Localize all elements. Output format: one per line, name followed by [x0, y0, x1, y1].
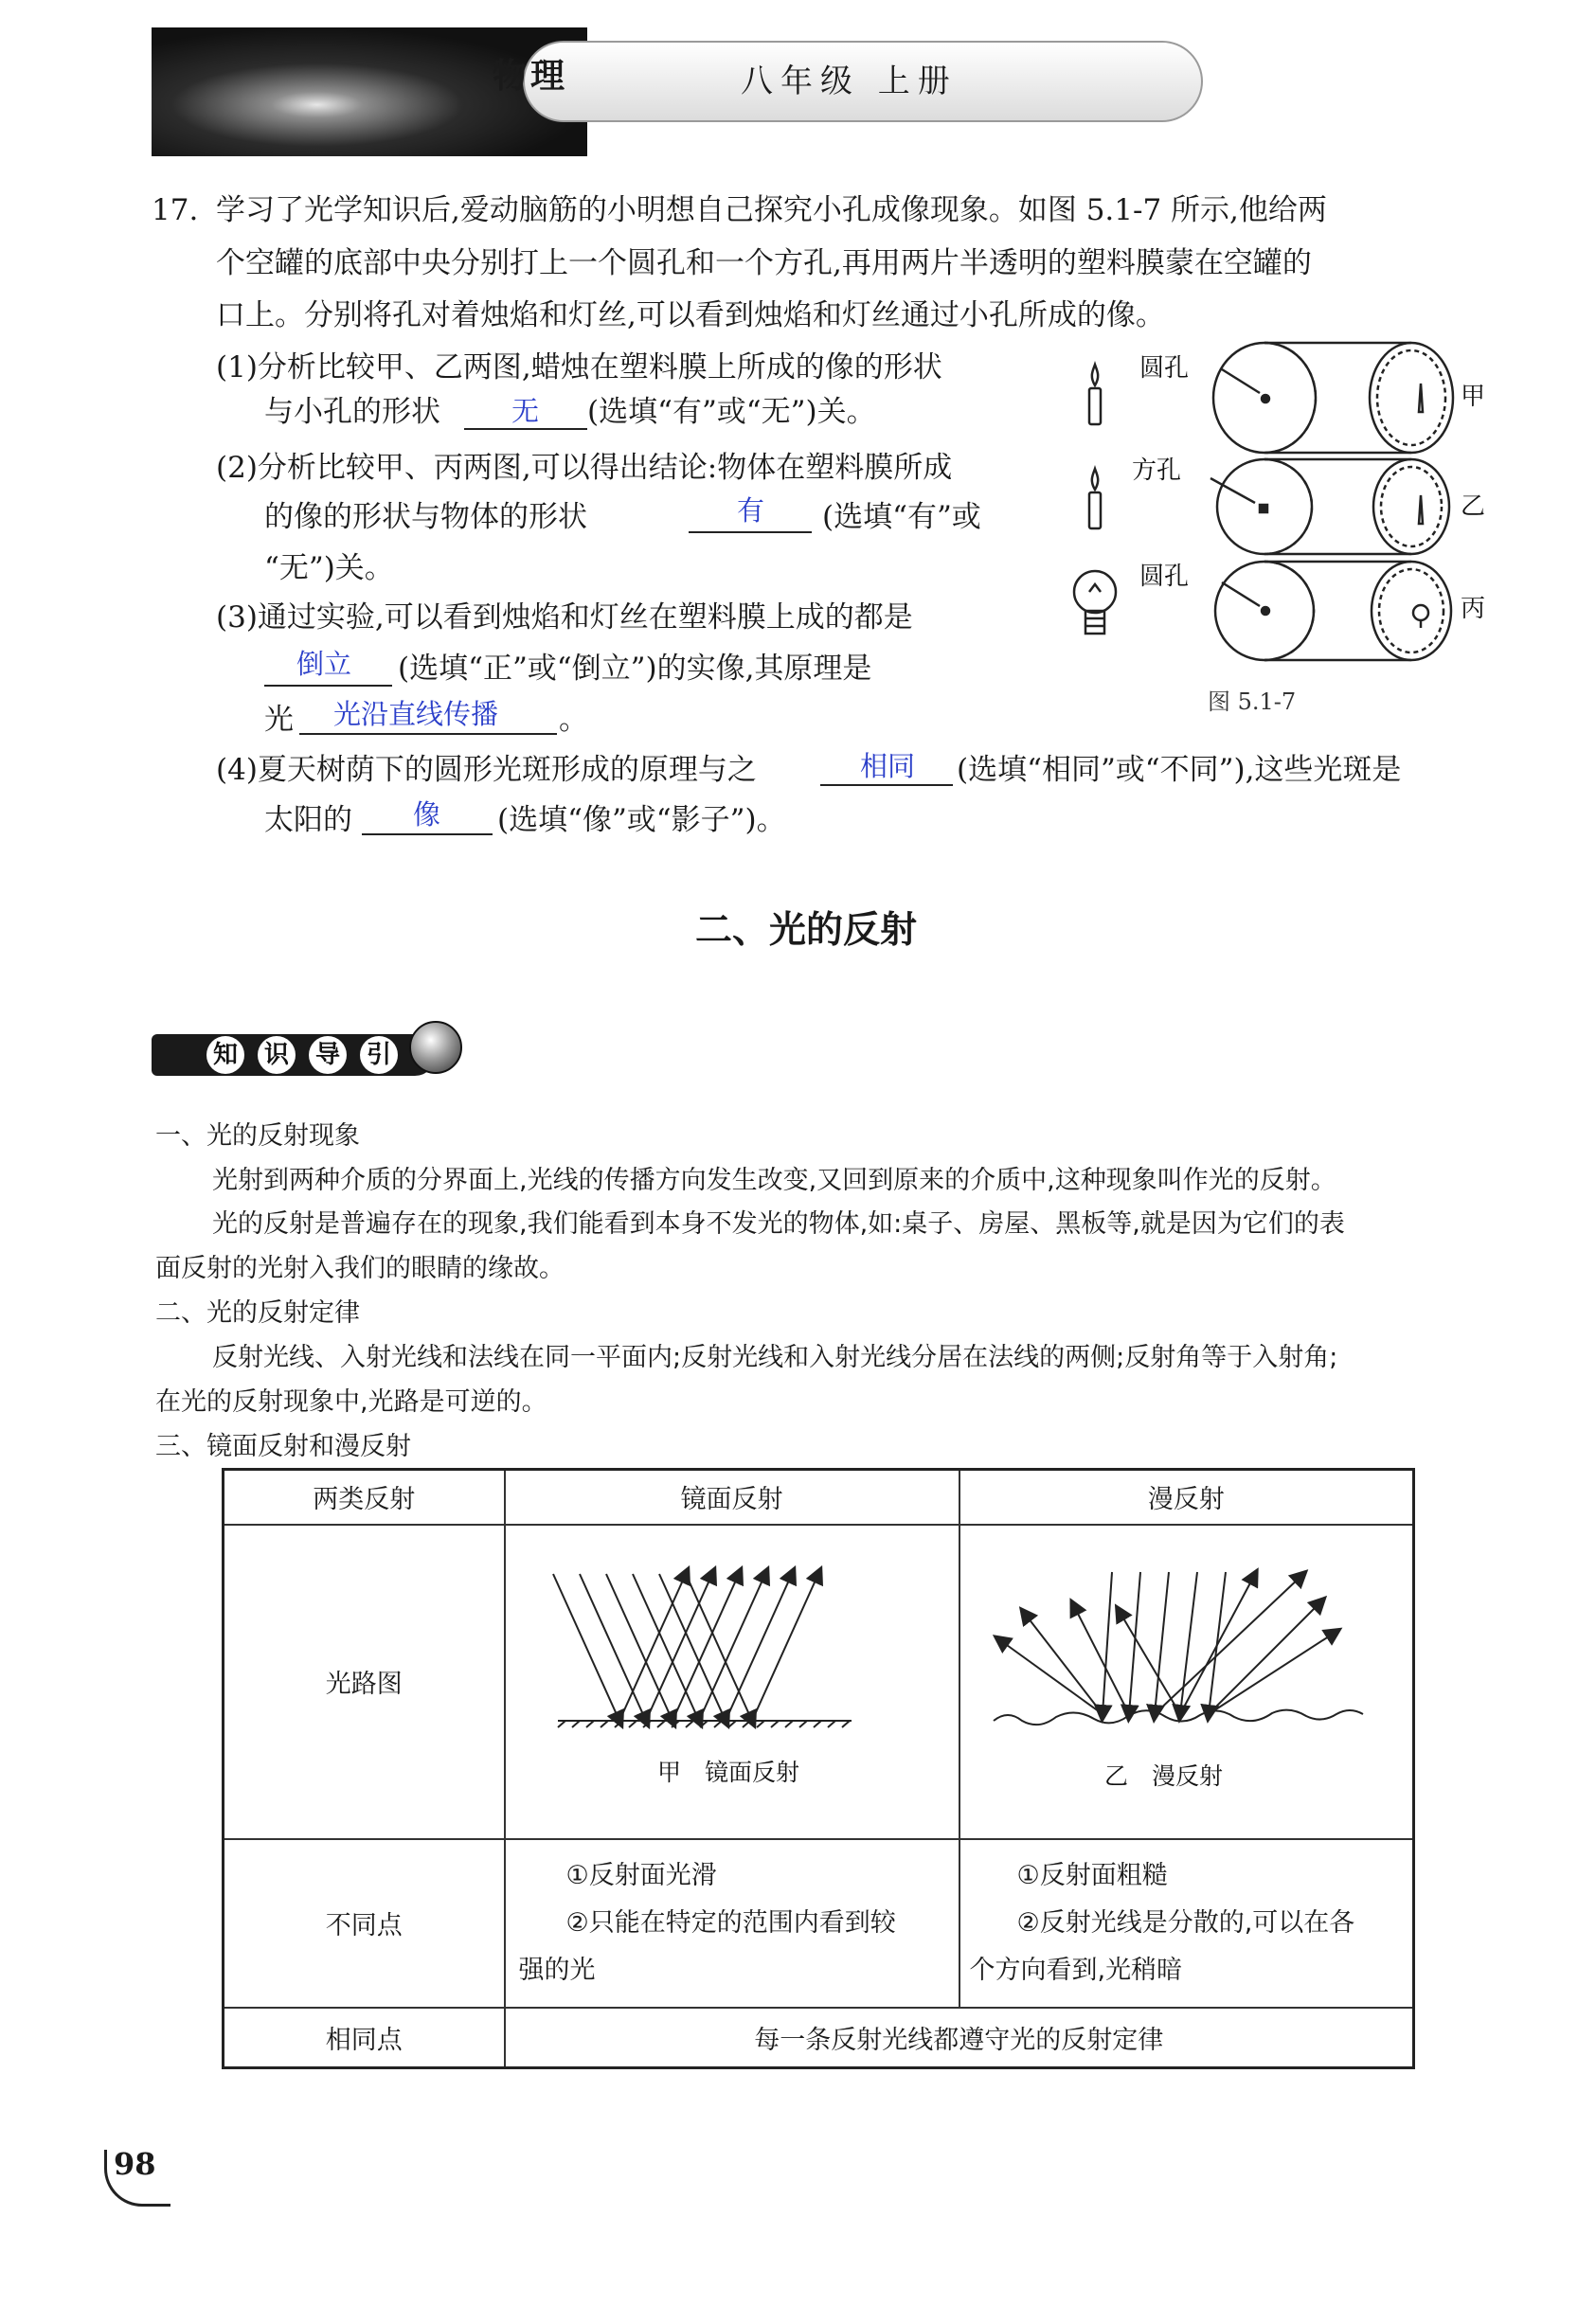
table-row-similarities	[224, 2008, 1414, 2068]
part4-blank2	[362, 833, 493, 835]
knowledge-heading-1: 一、光的反射现象	[155, 1121, 360, 1151]
part2-line3: “无”)关。	[264, 551, 394, 585]
knowledge-guide-banner	[152, 1021, 464, 1083]
knowledge-heading-2: 二、光的反射定律	[155, 1298, 360, 1328]
banner-char-3: 导	[309, 1036, 347, 1074]
mirror-diff-1: ①反射面光滑	[565, 1860, 717, 1890]
diffuse-diff-2: ②反射光线是分散的,可以在各	[1016, 1907, 1355, 1938]
table-head-mirror: 镜面反射	[505, 1470, 959, 1525]
diffuse-diagram-caption: 乙 漫反射	[1103, 1761, 1223, 1790]
part2-line1: (2)分析比较甲、丙两图,可以得出结论:物体在塑料膜所成	[216, 451, 953, 485]
diffuse-differences	[959, 1839, 1414, 2008]
mirror-diff-3: 强的光	[518, 1955, 596, 1985]
question-line-1: 学习了光学知识后,爱动脑筋的小明想自己探究小孔成像现象。如图 5.1-7 所示,他给两	[216, 193, 1327, 227]
knowledge-paragraph-3-line2: 在光的反射现象中,光路是可逆的。	[155, 1387, 547, 1417]
mirror-diagram-caption: 甲 镜面反射	[656, 1758, 799, 1786]
part1-answer: 无	[511, 395, 540, 427]
question-line-2: 个空罐的底部中央分别打上一个圆孔和一个方孔,再用两片半透明的塑料膜蒙在空罐的	[216, 246, 1312, 280]
leader-line-round-2	[1222, 582, 1260, 606]
part4-line1b: (选填“相同”或“不同”),这些光斑是	[957, 753, 1402, 787]
part1-line2b: (选填“有”或“无”)关。	[587, 395, 876, 429]
banner-char-2: 识	[258, 1036, 296, 1074]
diffuse-reflection-cell	[959, 1525, 1414, 1839]
label-square-hole: 方孔	[1132, 456, 1182, 485]
part3-line2: (选填“正”或“倒立”)的实像,其原理是	[398, 652, 872, 686]
part1-line1: (1)分析比较甲、乙两图,蜡烛在塑料膜上所成的像的形状	[216, 350, 942, 384]
page-number: 98	[114, 2146, 156, 2182]
can-bing	[1215, 562, 1451, 660]
banner-globe-icon	[409, 1021, 462, 1074]
label-round-hole-2: 圆孔	[1139, 563, 1190, 591]
knowledge-paragraph-2-line2: 面反射的光射入我们的眼睛的缘故。	[155, 1254, 565, 1283]
header-subject: 物理	[493, 57, 569, 96]
row-label-similarities: 相同点	[224, 2008, 505, 2068]
question-number: 17.	[152, 193, 199, 227]
part4-line1a: (4)夏天树荫下的圆形光斑形成的原理与之	[216, 753, 757, 787]
mirror-differences	[505, 1839, 959, 2008]
part2-line2b: (选填“有”或	[822, 500, 981, 534]
part4-blank1	[820, 784, 953, 786]
part3-answer2: 光沿直线传播	[333, 698, 499, 730]
knowledge-paragraph-2-line1: 光的反射是普遍存在的现象,我们能看到本身不发光的物体,如:桌子、房屋、黑板等,就是因为它们的表	[212, 1209, 1345, 1239]
banner-char-1: 知	[206, 1036, 244, 1074]
diffuse-diff-3: 个方向看到,光稍暗	[969, 1955, 1183, 1985]
diffuse-incident-rays	[1103, 1572, 1226, 1714]
mirror-hatching	[558, 1721, 850, 1727]
knowledge-paragraph-3-line1: 反射光线、入射光线和法线在同一平面内;反射光线和入射光线分居在法线的两侧;反射角等于入射角;	[212, 1343, 1338, 1372]
label-round-hole-1: 圆孔	[1139, 354, 1190, 383]
part3-line3b: 。	[559, 703, 588, 737]
reflection-comparison-table	[222, 1468, 1415, 2069]
part3-blank2	[299, 733, 557, 735]
mirror-diff-2: ②只能在特定的范围内看到较	[565, 1907, 896, 1938]
part4-line2b: (选填“像”或“影子”)。	[497, 803, 786, 837]
knowledge-paragraph-1: 光射到两种介质的分界面上,光线的传播方向发生改变,又回到原来的介质中,这种现象叫作光的反射。	[212, 1166, 1336, 1195]
part1-line2a: 与小孔的形状	[264, 395, 440, 429]
table-row-diagram	[224, 1525, 1414, 1839]
diffuse-diff-1: ①反射面粗糙	[1016, 1860, 1168, 1890]
can-yi	[1217, 459, 1449, 554]
knowledge-heading-3: 三、镜面反射和漫反射	[155, 1432, 411, 1461]
section-title: 二、光的反射	[695, 909, 918, 952]
part2-answer: 有	[737, 494, 765, 527]
label-bing: 丙	[1461, 595, 1486, 623]
candle-icon-jia	[1089, 365, 1101, 424]
row-label-diagram: 光路图	[224, 1525, 505, 1839]
table-row-differences	[224, 1839, 1414, 2008]
similarity-text: 每一条反射光线都遵守光的反射定律	[505, 2008, 1414, 2068]
part1-blank	[464, 428, 587, 430]
banner-char-4: 引	[360, 1036, 398, 1074]
label-jia: 甲	[1461, 383, 1486, 411]
header-banner	[152, 24, 1203, 156]
candle-icon-yi	[1089, 469, 1101, 528]
part4-answer2: 像	[413, 798, 441, 831]
part2-blank	[689, 531, 812, 533]
diffuse-reflection-diagram	[960, 1527, 1411, 1837]
part3-line3a: 光	[264, 703, 294, 737]
light-bulb-icon	[1074, 571, 1116, 634]
part2-line2a: 的像的形状与物体的形状	[264, 500, 587, 534]
diffuse-reflected-rays	[1000, 1576, 1335, 1714]
table-head-diffuse: 漫反射	[959, 1470, 1414, 1525]
can-jia	[1213, 343, 1453, 453]
part3-line1: (3)通过实验,可以看到烛焰和灯丝在塑料膜上成的都是	[216, 600, 913, 635]
mirror-reflection-diagram	[506, 1527, 957, 1837]
figure-caption: 图 5.1-7	[1208, 688, 1297, 715]
part4-line2a: 太阳的	[264, 803, 352, 837]
label-yi: 乙	[1461, 492, 1486, 521]
part3-blank1	[264, 685, 392, 687]
row-label-differences: 不同点	[224, 1839, 505, 2008]
leader-line-round-1	[1222, 369, 1260, 393]
table-head-type: 两类反射	[224, 1470, 505, 1525]
part3-answer1: 倒立	[296, 648, 352, 680]
pinhole-figure	[1051, 336, 1487, 734]
header-grade: 八年级 上册	[741, 63, 958, 100]
mirror-reflection-cell	[505, 1525, 959, 1839]
part4-answer1: 相同	[860, 750, 916, 782]
table-header-row	[224, 1470, 1414, 1525]
question-line-3: 口上。分别将孔对着烛焰和灯丝,可以看到烛焰和灯丝通过小孔所成的像。	[216, 298, 1165, 332]
